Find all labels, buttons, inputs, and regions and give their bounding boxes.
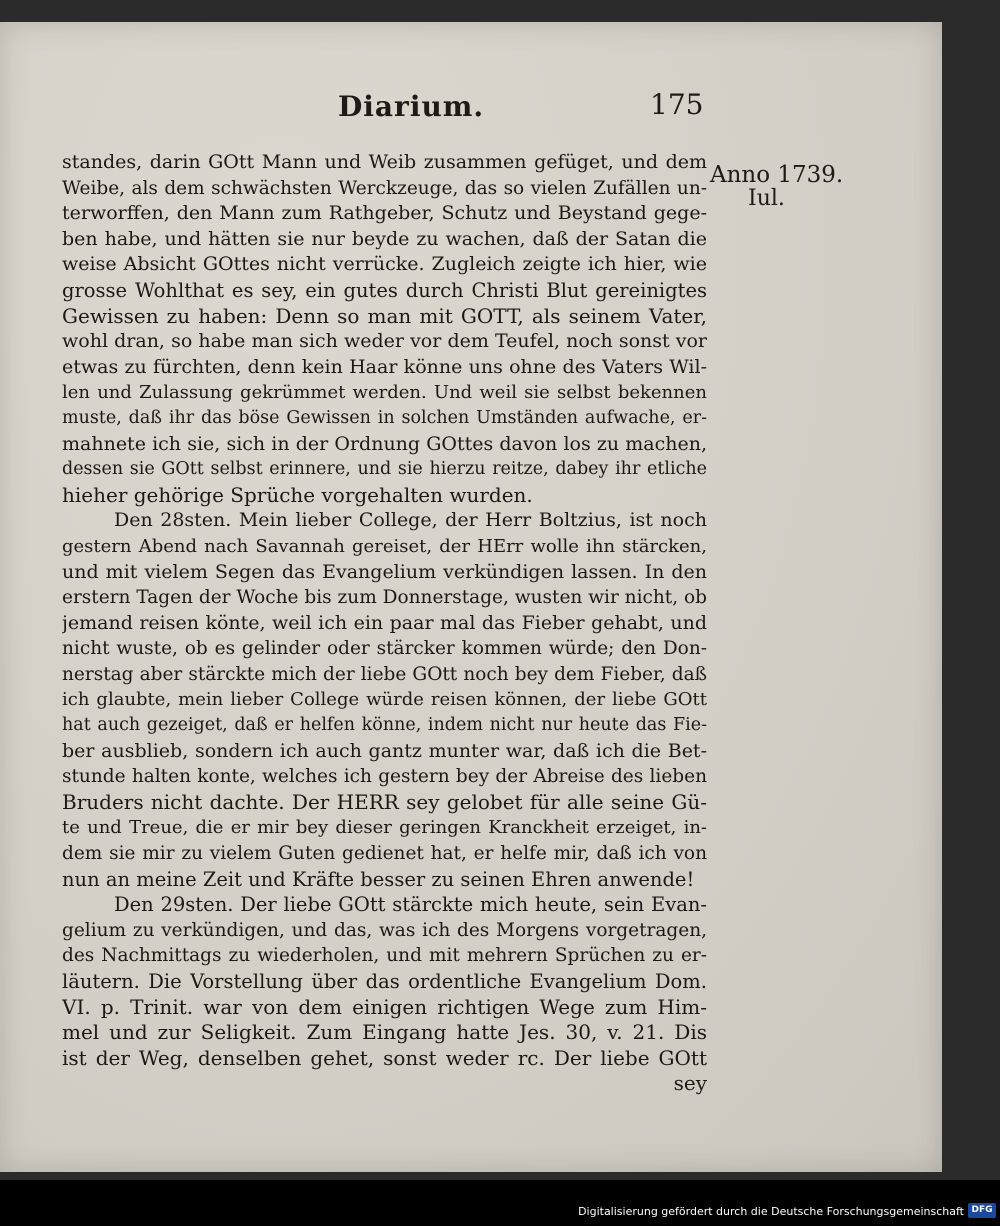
text-line: gestern Abend nach Savannah gereiset, der HErr wolle ihn stärcken, [62, 535, 707, 557]
text-line: Den 29sten. Der liebe GOtt stärckte mich heute, sein Evan- [114, 893, 707, 917]
text-line: weise Absicht GOttes nicht verrücke. Zugleich zeigte ich hier, wie [62, 253, 707, 276]
text-line: grosse Wohlthat es sey, ein gutes durch Christi Blut gereinigtes [62, 278, 707, 302]
body-text [62, 150, 707, 1097]
text-line: ist der Weg, denselben gehet, sonst weder rc. Der liebe GOtt [62, 1045, 707, 1070]
text-line: hat auch gezeiget, daß er helfen könne, indem nicht nur heute das Fie- [62, 715, 707, 736]
page-number: 175 [650, 88, 704, 121]
text-line: wohl dran, so habe man sich weder vor dem Teufel, noch sonst vor [62, 330, 707, 353]
funding-credit: Digitalisierung gefördert durch die Deutsche Forschungsgemeinschaft [578, 1205, 964, 1218]
dfg-logo-icon: DFG [968, 1203, 996, 1218]
text-line: terworffen, den Mann zum Rathgeber, Schutz und Beystand gege- [62, 202, 707, 225]
text-line: Den 28sten. Mein lieber College, der Herr Boltzius, ist noch [114, 509, 707, 532]
text-line: Weibe, als dem schwächsten Werckzeuge, das so vielen Zufällen un- [62, 177, 707, 199]
text-line: mahnete ich sie, sich in der Ordnung GOttes davon los zu machen, [62, 432, 707, 455]
text-line: VI. p. Trinit. war von dem einigen richtigen Wege zum Him- [62, 994, 707, 1019]
text-line: etwas zu fürchten, denn kein Haar könne uns ohne des Vaters Wil- [62, 355, 707, 378]
text-line: Gewissen zu haben: Denn so man mit GOTT, als seinem Vater, [62, 303, 707, 328]
text-line: mel und zur Seligkeit. Zum Eingang hatte Jes. 30, v. 21. Dis [62, 1020, 707, 1045]
text-line: des Nachmittags zu wiederholen, und mit mehrern Sprüchen zu er- [62, 945, 707, 967]
text-line: nerstag aber stärckte mich der liebe GOtt noch bey dem Fieber, daß [62, 663, 707, 685]
book-page [0, 22, 942, 1172]
text-line: nun an meine Zeit und Kräfte besser zu seinen Ehren anwende! [62, 867, 695, 891]
running-title: Diarium. [338, 90, 485, 123]
text-line: ich glaubte, mein lieber College würde reisen können, der liebe GOtt [62, 689, 707, 711]
text-line: te und Treue, die er mir bey dieser geringen Kranckheit erzeiget, in- [62, 817, 707, 839]
text-line: und mit vielem Segen das Evangelium verkündigen lassen. In den [62, 560, 707, 583]
text-line: erstern Tagen der Woche bis zum Donnerstage, wusten wir nicht, ob [62, 587, 707, 609]
text-line: gelium zu verkündigen, und das, was ich des Morgens vorgetragen, [62, 919, 707, 941]
text-line: jemand reisen könte, weil ich ein paar mal das Fieber gehabt, und [62, 611, 707, 634]
text-line: ben habe, und hätten sie nur beyde zu wachen, daß der Satan die [62, 227, 707, 250]
margin-year: Anno 1739. [710, 162, 844, 188]
margin-note [710, 162, 844, 211]
catchword: sey [673, 1071, 707, 1096]
text-line: nicht wuste, ob es gelinder oder stärcker kommen würde; den Don- [62, 638, 707, 660]
footer-bar [0, 1180, 1000, 1226]
text-line: dessen sie GOtt selbst erinnere, und sie hierzu reitze, dabey ihr etliche [62, 459, 707, 480]
text-line: stunde halten konte, welches ich gestern bey der Abreise des lieben [62, 766, 707, 788]
text-line: Bruders nicht dachte. Der HERR sey gelobet für alle seine Gü- [62, 789, 707, 814]
text-line: muste, daß ihr das böse Gewissen in solchen Umständen aufwache, er- [62, 407, 707, 428]
text-line: len und Zulassung gekrümmet werden. Und weil sie selbst bekennen [62, 382, 707, 404]
text-line: dem sie mir zu vielem Guten gedienet hat, er helfe mir, daß ich von [62, 843, 707, 865]
text-line: läutern. Die Vorstellung über das ordentliche Evangelium Dom. [62, 970, 707, 993]
page-header [0, 84, 942, 124]
text-line: hieher gehörige Sprüche vorgehalten wurden. [62, 482, 533, 507]
text-line: ber ausblieb, sondern ich auch gantz munter war, daß ich die Bet- [62, 739, 707, 762]
text-line: standes, darin GOtt Mann und Weib zusammen gefüget, und dem [62, 151, 707, 173]
margin-month: Iul. [748, 186, 785, 211]
